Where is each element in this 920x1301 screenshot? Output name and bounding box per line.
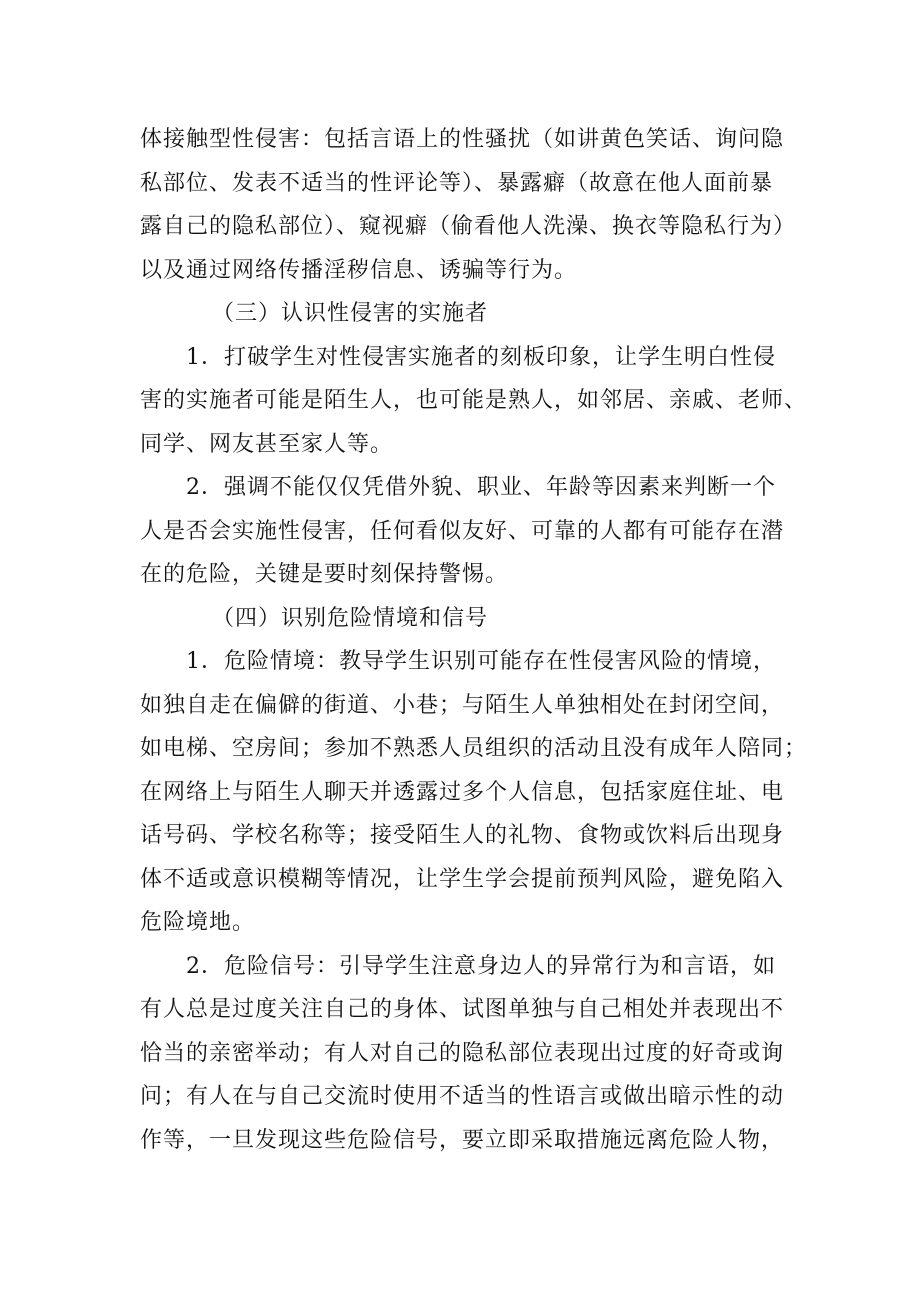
paragraph-line: 如电梯、空房间；参加不熟悉人员组织的活动且没有成年人陪同； (140, 736, 808, 761)
paragraph-line: 1．打破学生对性侵害实施者的刻板印象，让学生明白性侵 (186, 344, 776, 370)
paragraph-line: 2．危险信号：引导学生注意身边人的异常行为和言语，如 (186, 953, 776, 979)
paragraph-line: 私部位、发表不适当的性评论等）、暴露癖（故意在他人面前暴 (140, 170, 774, 196)
paragraph-line: 人是否会实施性侵害，任何看似友好、可靠的人都有可能存在潜 (140, 518, 785, 544)
paragraph-line: 以及通过网络传播淫秽信息、诱骗等行为。 (140, 257, 578, 283)
paragraph-line: 2．强调不能仅仅凭借外貌、职业、年龄等因素来判断一个 (186, 475, 776, 500)
paragraph-line: 危险境地。 (140, 910, 256, 935)
paragraph-line: 害的实施者可能是陌生人，也可能是熟人，如邻居、亲戚、老师、 (140, 388, 808, 413)
paragraph-line: 作等，一旦发现这些危险信号，要立即采取措施远离危险人物， (140, 1127, 785, 1153)
paragraph-line: 1．危险情境：教导学生识别可能存在性侵害风险的情境， (186, 649, 776, 674)
paragraph-line: 话号码、学校名称等；接受陌生人的礼物、食物或饮料后出现身 (140, 823, 785, 848)
section-heading: （四）识别危险情境和信号 (212, 605, 489, 631)
paragraph-line: 体接触型性侵害：包括言语上的性骚扰（如讲黄色笑话、询问隐 (140, 127, 785, 152)
paragraph-line: 体不适或意识模糊等情况，让学生学会提前预判风险，避免陷入 (140, 866, 785, 892)
paragraph-line: 露自己的隐私部位）、窥视癖（偷看他人洗澡、换衣等隐私行为） (140, 214, 797, 239)
paragraph-line: 在网络上与陌生人聊天并透露过多个人信息，包括家庭住址、电 (140, 779, 785, 805)
document-body (140, 118, 808, 1162)
paragraph-line: 问；有人在与自己交流时使用不适当的性语言或做出暗示性的动 (140, 1084, 785, 1109)
paragraph-line: 有人总是过度关注自己的身体、试图单独与自己相处并表现出不 (140, 997, 785, 1022)
paragraph-line: 同学、网友甚至家人等。 (140, 431, 394, 457)
section-heading: （三）认识性侵害的实施者 (212, 301, 489, 326)
paragraph-line: 恰当的亲密举动；有人对自己的隐私部位表现出过度的好奇或询 (140, 1040, 785, 1066)
paragraph-line: 在的危险，关键是要时刻保持警惕。 (140, 562, 509, 587)
paragraph-line: 如独自走在偏僻的街道、小巷；与陌生人单独相处在封闭空间， (140, 692, 785, 718)
